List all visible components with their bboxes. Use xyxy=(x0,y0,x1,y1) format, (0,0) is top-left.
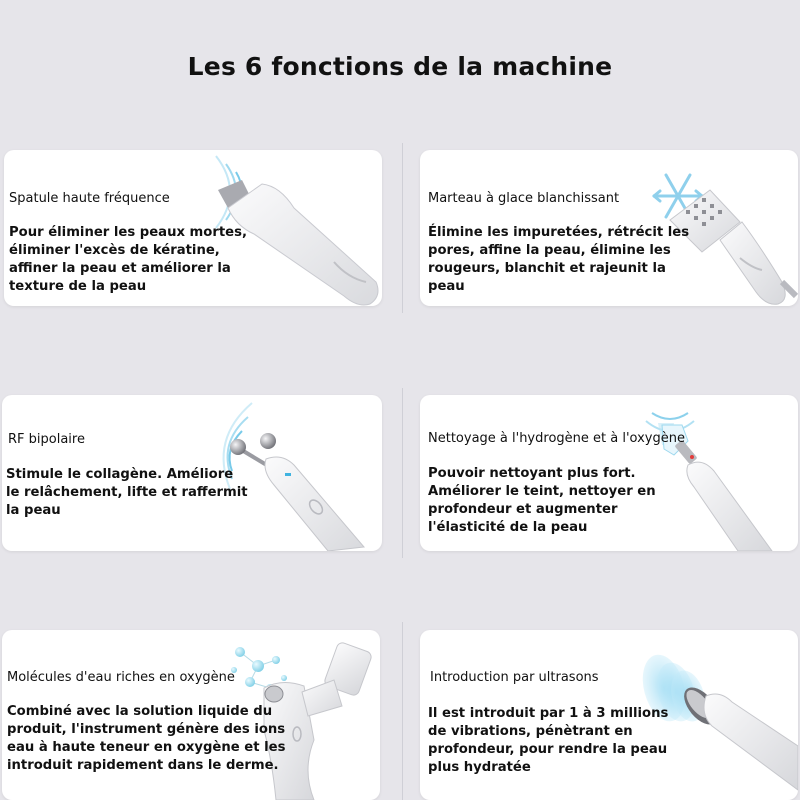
description-line: peau xyxy=(428,279,465,294)
function-card-ice-hammer xyxy=(420,150,798,306)
function-description xyxy=(428,705,668,777)
function-heading: Marteau à glace blanchissant xyxy=(428,191,620,206)
function-heading: Introduction par ultrasons xyxy=(430,670,599,685)
function-heading: Spatule haute fréquence xyxy=(9,191,170,206)
function-description xyxy=(6,466,248,520)
description-line: produit, l'instrument génère des ions xyxy=(7,722,286,737)
column-divider xyxy=(402,622,403,800)
description-line: Il est introduit par 1 à 3 millions xyxy=(428,706,669,721)
function-card-hydrogen-oxygen xyxy=(420,395,798,551)
description-line: Stimule le collagène. Améliore xyxy=(6,467,234,482)
description-line: Pouvoir nettoyant plus fort. xyxy=(428,466,636,481)
function-card-oxygen-water xyxy=(2,630,380,800)
description-line: plus hydratée xyxy=(428,760,531,775)
function-card-spatula xyxy=(4,150,382,306)
description-line: Améliorer le teint, nettoyer en xyxy=(428,484,656,499)
description-line: le relâchement, lifte et raffermit xyxy=(6,485,248,500)
function-card-rf-bipolar xyxy=(2,395,382,551)
column-divider xyxy=(402,388,403,558)
description-line: Élimine les impuretées, rétrécit les xyxy=(428,225,690,240)
function-heading: RF bipolaire xyxy=(8,432,85,447)
description-line: Combiné avec la solution liquide du xyxy=(7,704,273,719)
function-description xyxy=(9,224,247,296)
description-line: affiner la peau et améliorer la xyxy=(9,261,231,276)
function-description xyxy=(428,224,689,296)
function-card-ultrasound xyxy=(420,630,798,800)
column-divider xyxy=(402,143,403,313)
description-line: profondeur, pour rendre la peau xyxy=(428,742,668,757)
description-line: l'élasticité de la peau xyxy=(428,520,588,535)
function-description xyxy=(428,465,656,537)
description-line: profondeur et augmenter xyxy=(428,502,618,517)
function-description xyxy=(7,703,285,775)
description-line: Pour éliminer les peaux mortes, xyxy=(9,225,247,240)
description-line: texture de la peau xyxy=(9,279,147,294)
function-heading: Molécules d'eau riches en oxygène xyxy=(7,670,235,685)
function-heading: Nettoyage à l'hydrogène et à l'oxygène xyxy=(428,431,685,446)
description-line: éliminer l'excès de kératine, xyxy=(9,243,220,258)
description-line: rougeurs, blanchit et rajeunit la xyxy=(428,261,666,276)
description-line: de vibrations, pénètrant en xyxy=(428,724,633,739)
page-title: Les 6 fonctions de la machine xyxy=(187,52,613,81)
description-line: eau à haute teneur en oxygène et les xyxy=(7,740,286,755)
description-line: la peau xyxy=(6,503,61,518)
description-line: introduit rapidement dans le derme. xyxy=(7,758,279,773)
description-line: pores, affine la peau, élimine les xyxy=(428,243,671,258)
